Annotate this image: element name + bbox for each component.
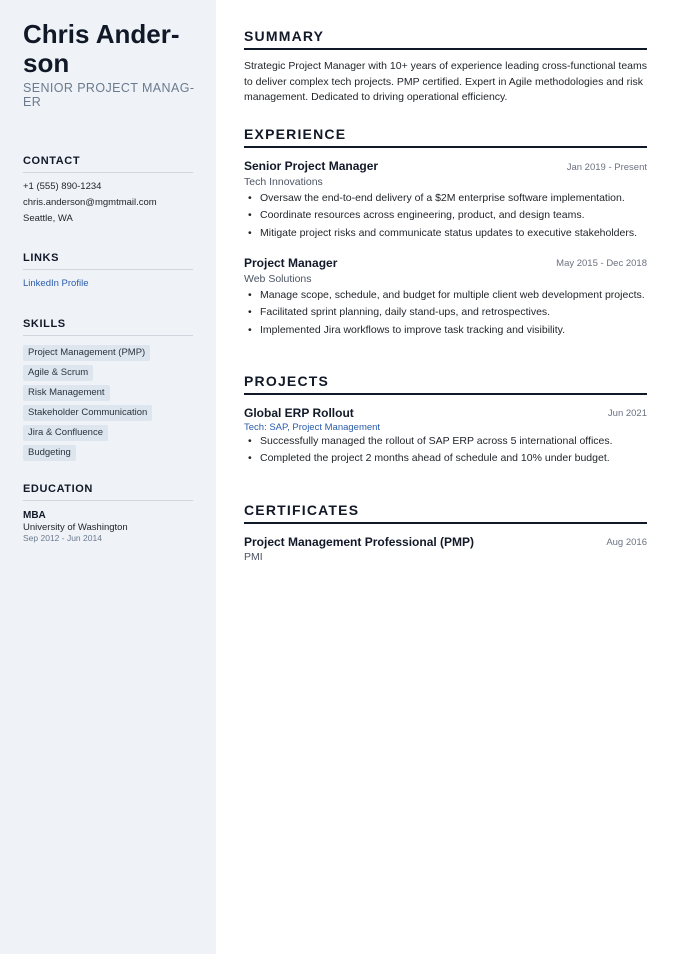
certificate-date: Aug 2016 bbox=[606, 537, 647, 548]
candidate-name: Chris Anderson bbox=[23, 19, 180, 78]
list-item: • Mitigate project risks and communicate status updates to executive stakeholders. bbox=[248, 225, 668, 242]
list-item: • Implemented Jira workflows to improve task tracking and visibility. bbox=[248, 322, 668, 339]
skill-chip: Risk Management bbox=[23, 385, 110, 401]
job-bullets bbox=[248, 190, 668, 242]
links-heading: LINKS bbox=[23, 252, 193, 270]
job-company: Web Solutions bbox=[244, 273, 312, 285]
contact-email: chris.anderson@mgmtmail.com bbox=[23, 197, 157, 208]
summary-text: Strategic Project Manager with 10+ years of experience leading cross-functional teams to deliver complex tech projects. PMP certified. Expert in Agile methodologies and risk management. Dedicated to driving operational efficiency. bbox=[244, 60, 647, 103]
job-title: Senior Project Manager bbox=[244, 159, 379, 173]
project-bullets bbox=[248, 433, 668, 468]
job-dates: Jan 2019 - Present bbox=[566, 162, 647, 173]
candidate-title: SENIOR PROJECT MANAGER bbox=[23, 81, 194, 109]
list-item: • Facilitated sprint planning, daily stand-ups, and retrospectives. bbox=[248, 304, 668, 321]
education-dates: Sep 2012 - Jun 2014 bbox=[23, 533, 102, 543]
skill-chip: Stakeholder Communication bbox=[23, 405, 152, 421]
skills-heading: SKILLS bbox=[23, 318, 193, 336]
education-heading: EDUCATION bbox=[23, 483, 193, 501]
contact-heading: CONTACT bbox=[23, 155, 193, 173]
projects-heading: PROJECTS bbox=[244, 373, 647, 395]
education-school: University of Washington bbox=[23, 522, 128, 533]
project-tech: Tech: SAP, Project Management bbox=[244, 422, 381, 433]
contact-location: Seattle, WA bbox=[23, 213, 73, 224]
job-bullets bbox=[248, 287, 668, 339]
skill-chip: Project Management (PMP) bbox=[23, 345, 150, 361]
skills-list bbox=[23, 345, 203, 465]
certificates-heading: CERTIFICATES bbox=[244, 502, 647, 524]
list-item: • Successfully managed the rollout of SAP ERP across 5 international offices. bbox=[248, 433, 668, 450]
summary-heading: SUMMARY bbox=[244, 28, 647, 50]
certificate-title: Project Management Professional (PMP) bbox=[244, 535, 475, 549]
linkedin-link[interactable]: LinkedIn Profile bbox=[23, 278, 89, 289]
list-item: • Completed the project 2 months ahead of schedule and 10% under budget. bbox=[248, 450, 668, 467]
experience-heading: EXPERIENCE bbox=[244, 126, 647, 148]
list-item: • Coordinate resources across engineering, product, and design teams. bbox=[248, 207, 668, 224]
skill-chip: Agile & Scrum bbox=[23, 365, 93, 381]
job-company: Tech Innovations bbox=[244, 176, 323, 188]
list-item: • Oversaw the end-to-end delivery of a $2M enterprise software implementation. bbox=[248, 190, 668, 207]
project-title: Global ERP Rollout bbox=[244, 406, 354, 420]
education-degree: MBA bbox=[23, 510, 46, 521]
list-item: • Manage scope, schedule, and budget for multiple client web development projects. bbox=[248, 287, 668, 304]
job-dates: May 2015 - Dec 2018 bbox=[556, 258, 647, 269]
skill-chip: Jira & Confluence bbox=[23, 425, 108, 441]
certificate-issuer: PMI bbox=[244, 551, 263, 563]
skill-chip: Budgeting bbox=[23, 445, 76, 461]
sidebar bbox=[0, 0, 216, 954]
project-date: Jun 2021 bbox=[607, 408, 647, 419]
contact-phone: +1 (555) 890-1234 bbox=[23, 181, 102, 192]
job-title: Project Manager bbox=[244, 256, 338, 270]
